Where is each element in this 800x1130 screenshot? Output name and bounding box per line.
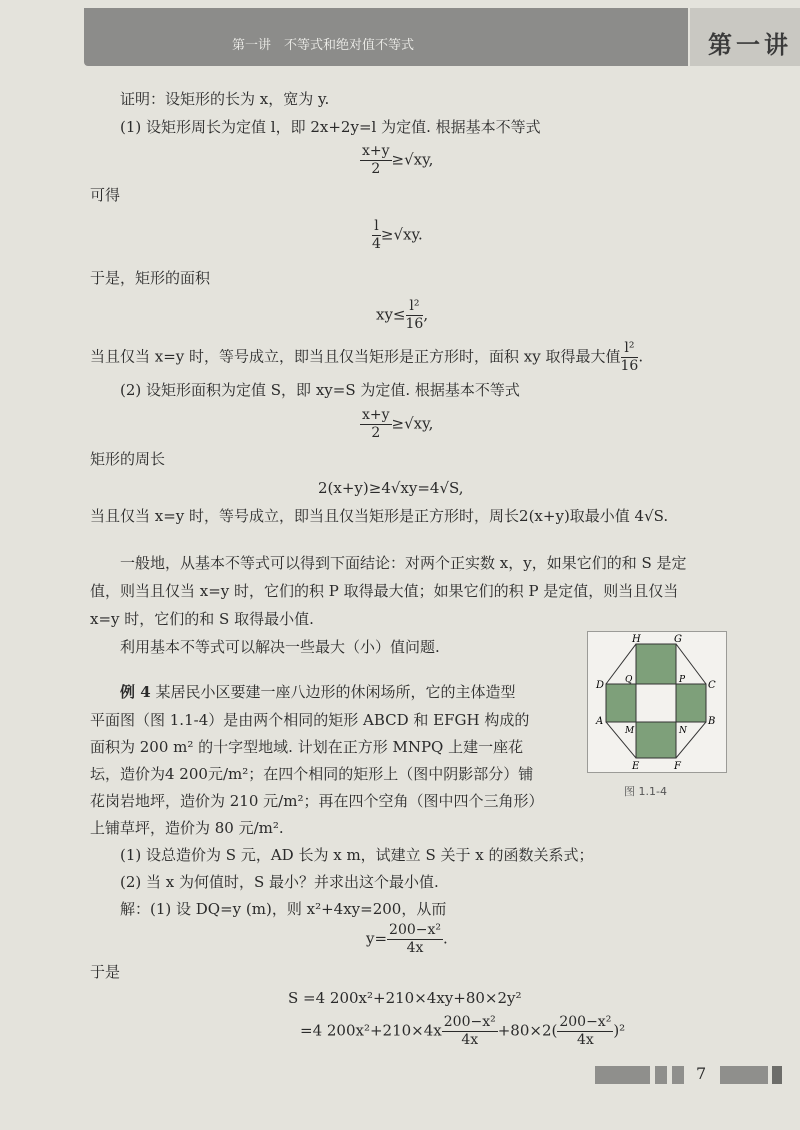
text-kede: 可得 — [90, 186, 121, 204]
formula-s-2: =4 200x²+210×4x $\frac{\text{200−x²}}{4x}$ +80×2( $\frac{\text{200−x²}}{4x}$ )² — [300, 1014, 626, 1048]
fraction: $\frac{\text{200−x²}}{4x}$ — [443, 1014, 496, 1048]
conclusion-line-1: 一般地，从基本不等式可以得到下面结论：对两个正实数 x，y，如果它们的和 S 是定 — [120, 554, 687, 572]
question-2: (2) 当 x 为何值时，S 最小？并求出这个最小值. — [120, 873, 439, 891]
conclusion-line-3: x=y 时，它们的和 S 取得最小值. — [90, 610, 314, 628]
chapter-badge — [690, 8, 800, 66]
fraction: $\frac{x+y}{2}$ — [362, 407, 390, 441]
label-H: H — [632, 634, 641, 645]
formula-l-over-4: $\frac{l}{4}$ ≥√xy. — [372, 218, 423, 252]
formula-xy-max: xy≤ $\frac{\text{l²}}{16}$ , — [376, 298, 429, 332]
example-4-line-6: 上铺草坪，造价为 80 元/m². — [90, 819, 284, 837]
figure-caption: 图 1.1-4 — [624, 785, 667, 798]
formula-am-gm-2: $\frac{x+y}{2}$ ≥√xy, — [362, 407, 434, 441]
fraction: $\frac{\text{l²}}{16}$ — [620, 340, 639, 374]
question-1: (1) 设总造价为 S 元，AD 长为 x m，试建立 S 关于 x 的函数关系式； — [120, 846, 594, 864]
label-F: F — [674, 761, 681, 772]
octagon-diagram — [588, 632, 726, 772]
proof-intro: 证明：设矩形的长为 x，宽为 y. — [120, 90, 330, 108]
text-perimeter: 矩形的周长 — [90, 450, 166, 468]
shaded-rect-bottom — [636, 722, 676, 758]
shaded-rect-top — [636, 644, 676, 684]
label-E: E — [632, 761, 640, 772]
label-M: M — [625, 726, 635, 736]
label-D: D — [596, 680, 605, 691]
page-number: 7 — [696, 1064, 707, 1083]
fraction: $\frac{\text{200−x²}}{4x}$ — [559, 1014, 612, 1048]
fraction: $\frac{x+y}{2}$ — [362, 143, 390, 177]
label-Q: Q — [625, 675, 633, 685]
figure-octagon — [587, 631, 727, 773]
shaded-rect-left — [606, 684, 636, 722]
footer-bar — [720, 1066, 768, 1084]
example-4-line-1: 例 4 某居民小区要建一座八边形的休闲场所，它的主体造型 — [120, 683, 516, 701]
formula-y: y= $\frac{\text{200−x²}}{4x}$ . — [366, 922, 448, 956]
formula-am-gm-1: $\frac{x+y}{2}$ ≥√xy, — [362, 143, 434, 177]
conclusion-line-4: 利用基本不等式可以解决一些最大（小）值问题. — [120, 638, 440, 656]
text-equality-1: 当且仅当 x=y 时，等号成立，即当且仅当矩形是正方形时，面积 xy 取得最大值 $\frac{\text{l²}}{16}$ . — [90, 340, 644, 374]
fraction: $\frac{\text{200−x²}}{4x}$ — [389, 922, 442, 956]
fraction: $\frac{l}{4}$ — [372, 218, 381, 252]
proof-part2: (2) 设矩形面积为定值 S，即 xy=S 为定值. 根据基本不等式 — [120, 381, 520, 399]
text-equality-2: 当且仅当 x=y 时，等号成立，即当且仅当矩形是正方形时，周长2(x+y)取最小值 4√S. — [90, 507, 669, 525]
footer-bar — [672, 1066, 684, 1084]
fraction: $\frac{\text{l²}}{16}$ — [405, 298, 424, 332]
formula-s-1: S =4 200x²+210×4xy+80×2y² — [288, 989, 522, 1007]
text-area: 于是，矩形的面积 — [90, 269, 211, 287]
solution-line-1: 解：(1) 设 DQ=y (m)，则 x²+4xy=200，从而 — [120, 900, 447, 918]
footer-bar — [655, 1066, 667, 1084]
label-P: P — [679, 675, 686, 685]
conclusion-line-2: 值，则当且仅当 x=y 时，它们的积 P 取得最大值；如果它们的积 P 是定值，则当且仅当 — [90, 582, 679, 600]
label-G: G — [674, 634, 682, 645]
example-4-line-4: 坛，造价为4 200元/m²；在四个相同的矩形上（图中阴影部分）铺 — [90, 765, 534, 783]
example-4-line-3: 面积为 200 m² 的十字型地域. 计划在正方形 MNPQ 上建一座花 — [90, 738, 524, 756]
proof-part1: (1) 设矩形周长为定值 l，即 2x+2y=l 为定值. 根据基本不等式 — [120, 118, 541, 136]
label-A: A — [596, 716, 604, 727]
chapter-title: 第一讲 不等式和绝对值不等式 — [232, 38, 415, 53]
label-C: C — [708, 680, 716, 691]
shaded-rect-right — [676, 684, 706, 722]
footer-bar — [772, 1066, 782, 1084]
text-yushi: 于是 — [90, 963, 121, 981]
example-4-line-2: 平面图（图 1.1-4）是由两个相同的矩形 ABCD 和 EFGH 构成的 — [90, 711, 530, 729]
footer-bar — [595, 1066, 650, 1084]
formula-perimeter: 2(x+y)≥4√xy=4√S, — [318, 479, 464, 497]
label-B: B — [708, 716, 716, 727]
chapter-badge-text: 第一讲 — [708, 30, 792, 59]
example-4-line-5: 花岗岩地坪，造价为 210 元/m²；再在四个空角（图中四个三角形） — [90, 792, 544, 810]
label-N: N — [679, 726, 687, 736]
center-square — [636, 684, 676, 722]
example-label: 例 4 — [120, 683, 151, 701]
